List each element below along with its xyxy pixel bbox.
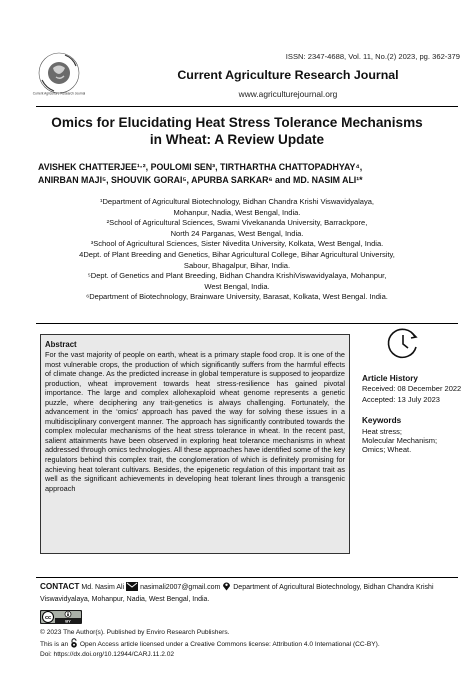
keyword-item: Omics; Wheat. bbox=[362, 445, 412, 455]
clock-history-icon bbox=[385, 325, 421, 361]
contact-address-part-1: Department of Agricultural Biotechnology, Bidhan Chandra Krishi bbox=[233, 584, 434, 591]
abstract-text: For the vast majority of people on earth, wheat is a primary staple food crop. It is one of the most vulnerable crops, the production of which significantly suffers from the harmful effects of climate change. As the predicted increase in global temperature is supposed to jeopardize production, wheat improvement towards heat stress-resilience has gained pivotal importance. The large and complex allohexaploid wheat genome represents a genetic puzzle, where deciphering any trait-genetics is always challenging. Fortunately, the advancement in the ‘omics’ approach has paved the way for solving these issues in a multidisciplinary convergent manner. The approach has significantly contributed towards the complex molecular mechanisms of the heat stress tolerance in wheat. In the recent past, salient attainments have been observed in exploring heat tolerance mechanisms in wheat addressed through omics technologies. All these approaches have identified some of the key regulators behind this complex trait, the conglomeration of which is definitely promising for achieving heat tolerant cultivars. Besides, the epigenetic regulation of this important trait as well as the significant achievements in developing heat tolerant lines through a transgenic approach bbox=[45, 350, 345, 493]
authors-line-2: ANIRBAN MAJI⁵, SHOUVIK GORAI⁵, APURBA SARKAR⁶ and MD. NASIM ALI¹* bbox=[38, 175, 363, 185]
license-text: Open Access article licensed under a Creative Commons license: Attribution 4.0 International (CC-BY). bbox=[79, 641, 380, 648]
affiliation-line: ⁵Dept. of Genetics and Plant Breeding, Bidhan Chandra KrishiViswavidyalaya, Mohanpur, bbox=[87, 271, 387, 281]
received-date: Received: 08 December 2022 bbox=[362, 384, 462, 394]
journal-website-link[interactable]: www.agriculturejournal.org bbox=[238, 89, 338, 99]
copyright-line: © 2023 The Author(s). Published by Enviro Research Publishers. bbox=[40, 629, 230, 636]
cc-badge-text: cc bbox=[44, 615, 52, 622]
journal-name: Current Agriculture Research Journal bbox=[177, 68, 399, 82]
open-access-lock-icon bbox=[70, 638, 78, 648]
abstract-heading: Abstract bbox=[45, 340, 77, 349]
affiliation-line: ⁶Department of Biotechnology, Brainware University, Barasat, Kolkata, West Bengal. India. bbox=[86, 292, 388, 302]
contact-block bbox=[40, 581, 455, 606]
keyword-item: Heat stress; bbox=[362, 426, 403, 436]
cc-by-license-icon[interactable] bbox=[40, 610, 82, 624]
article-history-heading: Article History bbox=[362, 374, 418, 383]
affiliations bbox=[30, 197, 444, 303]
abstract-box bbox=[40, 334, 350, 554]
keywords-heading: Keywords bbox=[362, 416, 402, 426]
license-prefix: This is an bbox=[40, 641, 69, 648]
affiliation-line: Sabour, Bhagalpur, Bihar, India. bbox=[183, 260, 291, 270]
footer-info bbox=[40, 628, 455, 660]
affiliation-line: Mohanpur, Nadia, West Bengal, India. bbox=[173, 207, 301, 217]
keyword-item: Molecular Mechanism; bbox=[362, 436, 438, 446]
article-title bbox=[30, 114, 444, 148]
header-divider bbox=[36, 106, 458, 107]
contact-divider bbox=[36, 577, 458, 578]
journal-logo-icon bbox=[32, 50, 86, 96]
contact-email-link[interactable]: nasimali2007@gmail.com bbox=[140, 584, 221, 591]
issn-line: ISSN: 2347-4688, Vol. 11, No.(2) 2023, pg. 362-379 bbox=[285, 52, 460, 61]
title-line-2: in Wheat: A Review Update bbox=[149, 132, 325, 147]
title-line-1: Omics for Elucidating Heat Stress Tolerance Mechanisms bbox=[51, 115, 423, 130]
accepted-date: Accepted: 13 July 2023 bbox=[362, 394, 440, 404]
affiliation-line: West Bengal, India. bbox=[204, 281, 270, 291]
by-badge-text: BY bbox=[65, 618, 71, 624]
authors-line-1: AVISHEK CHATTERJEE¹·², POULOMI SEN³, TIRTHARTHA CHATTOPADHYAY⁴, bbox=[38, 162, 363, 172]
affiliation-line: ³School of Agricultural Sciences, Sister Nivedita University, Kolkata, West Bengal, India. bbox=[90, 239, 384, 249]
contact-label: CONTACT bbox=[40, 582, 80, 591]
logo-text: Current Agriculture Research Journal bbox=[32, 91, 86, 96]
author-list bbox=[38, 161, 448, 187]
affiliation-divider bbox=[36, 323, 458, 324]
license-line bbox=[40, 638, 455, 650]
affiliation-line: 4Dept. of Plant Breeding and Genetics, Bihar Agricultural College, Bihar Agricultural University, bbox=[79, 249, 395, 259]
contact-name: Md. Nasim Ali bbox=[81, 584, 125, 591]
location-pin-icon bbox=[222, 581, 231, 591]
affiliation-line: ²School of Agricultural Sciences, Swami Vivekananda University, Barrackpore, bbox=[106, 218, 368, 228]
affiliation-line: North 24 Parganas, West Bengal, India. bbox=[170, 228, 304, 238]
article-sidebar bbox=[362, 374, 462, 455]
affiliation-line: ¹Department of Agricultural Biotechnology, Bidhan Chandra Krishi Viswavidyalaya, bbox=[99, 197, 375, 206]
doi-link[interactable]: Doi: https://dx.doi.org/10.12944/CARJ.11.2.02 bbox=[40, 651, 175, 658]
contact-address-part-2: Viswavidyalaya, Mohanpur, Nadia, West Bengal, India. bbox=[40, 596, 210, 603]
email-icon bbox=[126, 582, 138, 591]
